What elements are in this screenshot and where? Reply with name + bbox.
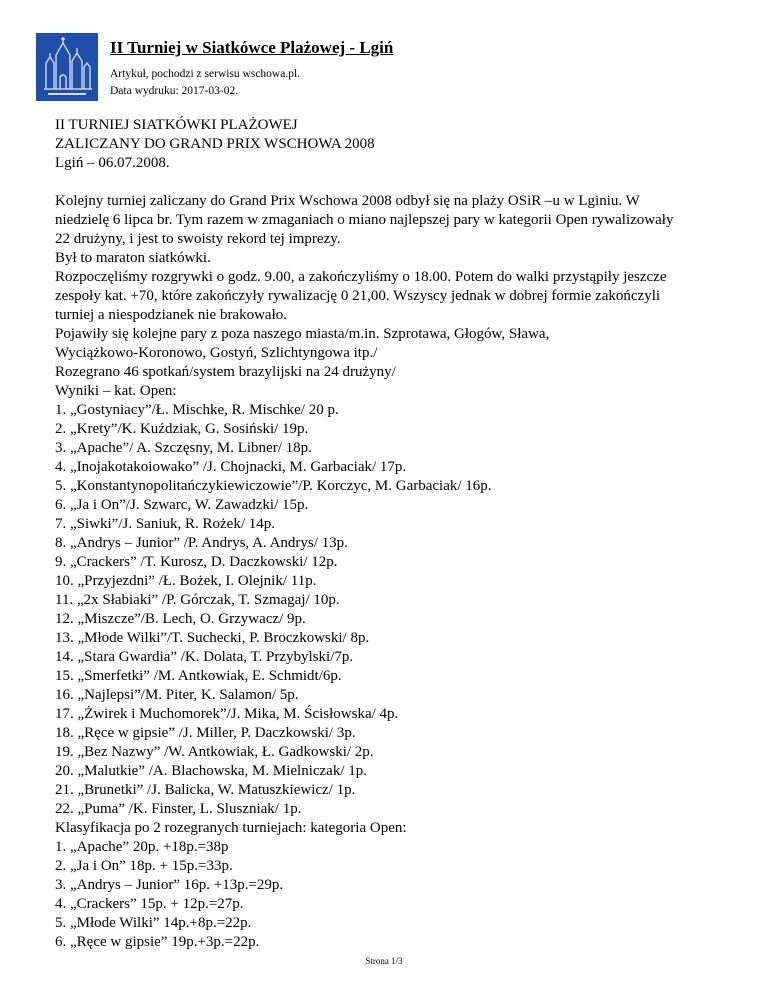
- body-line: 22 drużyny, i jest to swoisty rekord tej imprezy.: [55, 231, 341, 247]
- result-item: 17. „Żwirek i Muchomorek”/J. Mika, M. Ścisłowska/ 4p.: [55, 706, 399, 722]
- body-line: Pojawiły się kolejne pary z poza naszego miasta/m.in. Szprotawa, Głogów, Sława,: [55, 326, 550, 342]
- source-line: Artykuł, pochodzi z serwisu wschowa.pl.: [110, 68, 301, 80]
- article-meta: [110, 66, 300, 100]
- heading-line: II TURNIEJ SIATKÓWKI PLAŻOWEJ: [55, 117, 298, 133]
- classification-heading: Klasyfikacja po 2 rozegranych turniejach: kategoria Open:: [55, 820, 407, 836]
- heading-line: ZALICZANY DO GRAND PRIX WSCHOWA 2008: [55, 136, 375, 152]
- classification-item: 1. „Apache” 20p. +18p.=38p: [55, 839, 229, 855]
- result-item: 16. „Najlepsi”/M. Piter, K. Salamon/ 5p.: [55, 687, 299, 703]
- result-item: 6. „Ja i On”/J. Szwarc, W. Zawadzki/ 15p.: [55, 497, 309, 513]
- result-item: 4. „Inojakotakoiowako” /J. Chojnacki, M. Garbaciak/ 17p.: [55, 459, 407, 475]
- result-item: 11. „2x Słabiaki” /P. Górczak, T. Szmagaj/ 10p.: [55, 592, 340, 608]
- classification-item: 4. „Crackers” 15p. + 12p.=27p.: [55, 896, 244, 912]
- classification-item: 5. „Młode Wilki” 14p.+8p.=22p.: [55, 915, 252, 931]
- body-line: turniej a niespodzianek nie brakowało.: [55, 307, 288, 323]
- body-line: Kolejny turniej zaliczany do Grand Prix Wschowa 2008 odbył się na plaży OSiR –u w Lginiu. W: [55, 193, 640, 209]
- body-line: Rozegrano 46 spotkań/system brazylijski na 24 drużyny/: [55, 364, 396, 380]
- result-item: 18. „Ręce w gipsie” /J. Miller, P. Daczkowski/ 3p.: [55, 725, 356, 741]
- result-item: 22. „Puma” /K. Finster, L. Sluszniak/ 1p.: [55, 801, 302, 817]
- article-title: II Turniej w Siatkówce Plażowej - Lgiń: [110, 38, 394, 57]
- page-number: Strona 1/3: [365, 956, 403, 966]
- body-line: Rozpoczęliśmy rozgrywki o godz. 9.00, a zakończyliśmy o 18.00. Potem do walki przystąpiły jeszcze: [55, 269, 667, 285]
- result-item: 13. „Młode Wilki”/T. Suchecki, P. Broczkowski/ 8p.: [55, 630, 370, 646]
- town-emblem-icon: [36, 33, 98, 101]
- classification-item: 3. „Andrys – Junior” 16p. +13p.=29p.: [55, 877, 284, 893]
- spacer: [55, 173, 715, 192]
- results-list: [55, 401, 715, 819]
- result-item: 8. „Andrys – Junior” /P. Andrys, A. Andrys/ 13p.: [55, 535, 348, 551]
- result-item: 2. „Krety”/K. Kuździak, G. Sosiński/ 19p.: [55, 421, 309, 437]
- classification-item: 2. „Ja i On” 18p. + 15p.=33p.: [55, 858, 233, 874]
- print-date-line: Data wydruku: 2017-03-02.: [110, 85, 239, 97]
- result-item: 12. „Miszcze”/B. Lech, O. Grzywacz/ 9p.: [55, 611, 306, 627]
- town-emblem-graphic: [36, 33, 98, 101]
- classification-list: [55, 838, 715, 952]
- heading-line: Lgiń – 06.07.2008.: [55, 155, 170, 171]
- result-item: 7. „Siwki”/J. Saniuk, R. Rożek/ 14p.: [55, 516, 275, 532]
- result-item: 10. „Przyjezdni” /Ł. Bożek, I. Olejnik/ 11p.: [55, 573, 317, 589]
- result-item: 9. „Crackers” /T. Kurosz, D. Daczkowski/ 12p.: [55, 554, 338, 570]
- result-item: 14. „Stara Gwardia” /K. Dolata, T. Przybylski/7p.: [55, 649, 354, 665]
- result-item: 3. „Apache”/ A. Szczęsny, M. Libner/ 18p.: [55, 440, 312, 456]
- body-line: niedzielę 6 lipca br. Tym razem w zmaganiach o miano najlepszej pary w kategorii Open rywalizowały: [55, 212, 674, 228]
- result-item: 1. „Gostyniacy”/Ł. Mischke, R. Mischke/ 20 p.: [55, 402, 339, 418]
- body-line: Wyniki – kat. Open:: [55, 383, 177, 399]
- result-item: 21. „Brunetki” /J. Balicka, W. Matuszkiewicz/ 1p.: [55, 782, 356, 798]
- body-line: zespoły kat. +70, które zakończyły rywalizację 0 21,00. Wszyscy jednak w dobrej formie zakończyli: [55, 288, 661, 304]
- article-body: [55, 116, 715, 952]
- body-line: Wyciążkowo-Koronowo, Gostyń, Szlichtyngowa itp./: [55, 345, 378, 361]
- result-item: 20. „Malutkie” /A. Blachowska, M. Mielniczak/ 1p.: [55, 763, 368, 779]
- body-line: Był to maraton siatkówki.: [55, 250, 211, 266]
- result-item: 19. „Bez Nazwy” /W. Antkowiak, Ł. Gadkowski/ 2p.: [55, 744, 374, 760]
- result-item: 5. „Konstantynopolitańczykiewiczowie”/P. Korczyc, M. Garbaciak/ 16p.: [55, 478, 492, 494]
- result-item: 15. „Smerfetki” /M. Antkowiak, E. Schmidt/6p.: [55, 668, 342, 684]
- classification-item: 6. „Ręce w gipsie” 19p.+3p.=22p.: [55, 934, 260, 950]
